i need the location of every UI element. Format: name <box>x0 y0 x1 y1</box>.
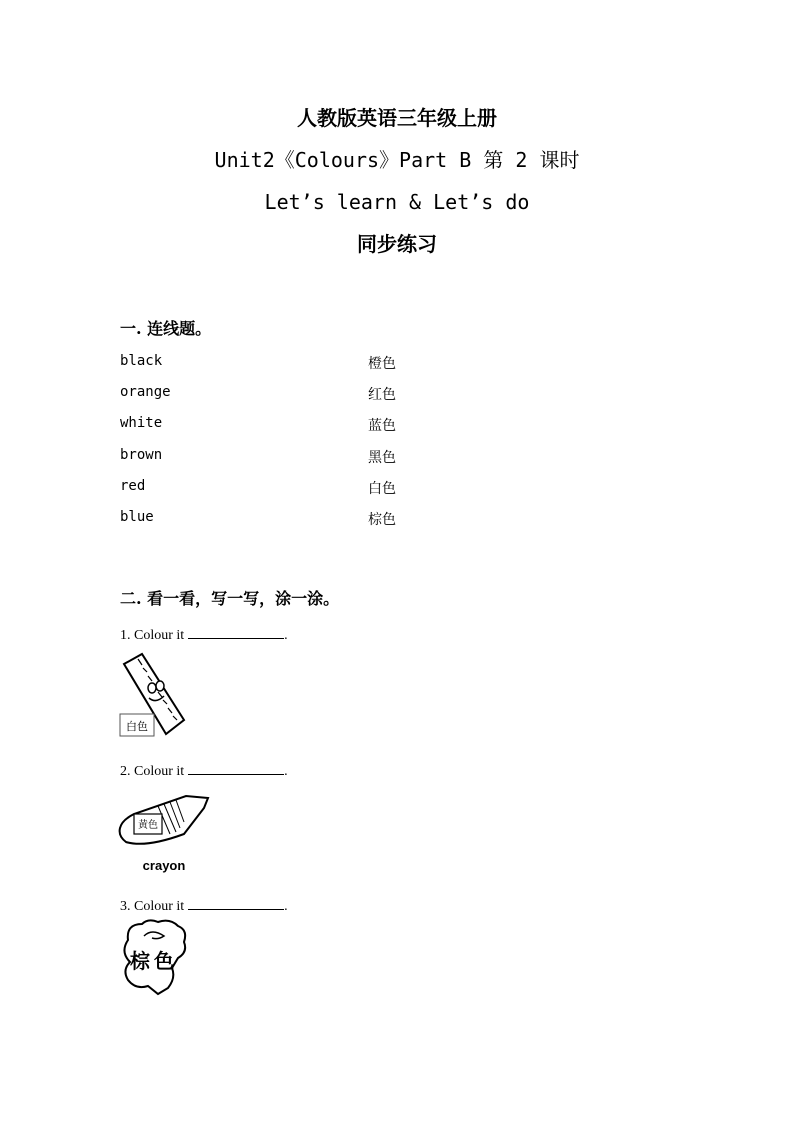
chinese-word: 橙色 <box>368 356 396 372</box>
title-line-4: 同步练习 <box>357 232 437 256</box>
question-1: 1. Colour it . <box>120 624 288 644</box>
crayon-icon <box>116 790 212 874</box>
question-text: 1. Colour it <box>120 628 185 643</box>
english-word: blue <box>120 509 154 525</box>
list-item <box>0 384 794 404</box>
title-line-3: Let’s learn & Let’s do <box>264 190 530 214</box>
question-3: 3. Colour it . <box>120 895 288 915</box>
english-word: red <box>120 478 146 494</box>
list-item <box>0 353 794 373</box>
list-item <box>0 447 794 467</box>
list-item <box>0 415 794 435</box>
answer-blank[interactable] <box>188 895 284 910</box>
color-tag-label: 白色 <box>126 720 148 733</box>
color-tag-label: 黄色 <box>138 820 158 831</box>
answer-blank[interactable] <box>188 624 284 639</box>
answer-blank[interactable] <box>188 760 284 775</box>
section-2-title: 二. 看一看，写一写，涂一涂。 <box>120 589 340 608</box>
english-word: black <box>120 353 163 369</box>
title-line-2: Unit2《Colours》Part B 第 2 课时 <box>214 148 580 172</box>
color-tag-label: 棕色 <box>130 949 178 973</box>
list-item <box>0 478 794 498</box>
title-line-1: 人教版英语三年级上册 <box>297 106 497 130</box>
question-2: 2. Colour it . <box>120 760 288 780</box>
list-item <box>0 509 794 529</box>
english-word: orange <box>120 384 171 400</box>
chinese-word: 蓝色 <box>368 418 396 434</box>
question-text: 3. Colour it <box>120 899 185 914</box>
crayon-caption: crayon <box>142 858 186 873</box>
chinese-word: 黑色 <box>368 450 396 466</box>
english-word: brown <box>120 447 163 463</box>
section-1-title: 一. 连线题。 <box>120 319 212 338</box>
question-text: 2. Colour it <box>120 764 185 779</box>
bear-icon <box>118 918 190 998</box>
chinese-word: 白色 <box>368 481 396 497</box>
chinese-word: 棕色 <box>368 512 396 528</box>
ruler-icon <box>116 650 192 742</box>
english-word: white <box>120 415 163 431</box>
chinese-word: 红色 <box>368 387 396 403</box>
